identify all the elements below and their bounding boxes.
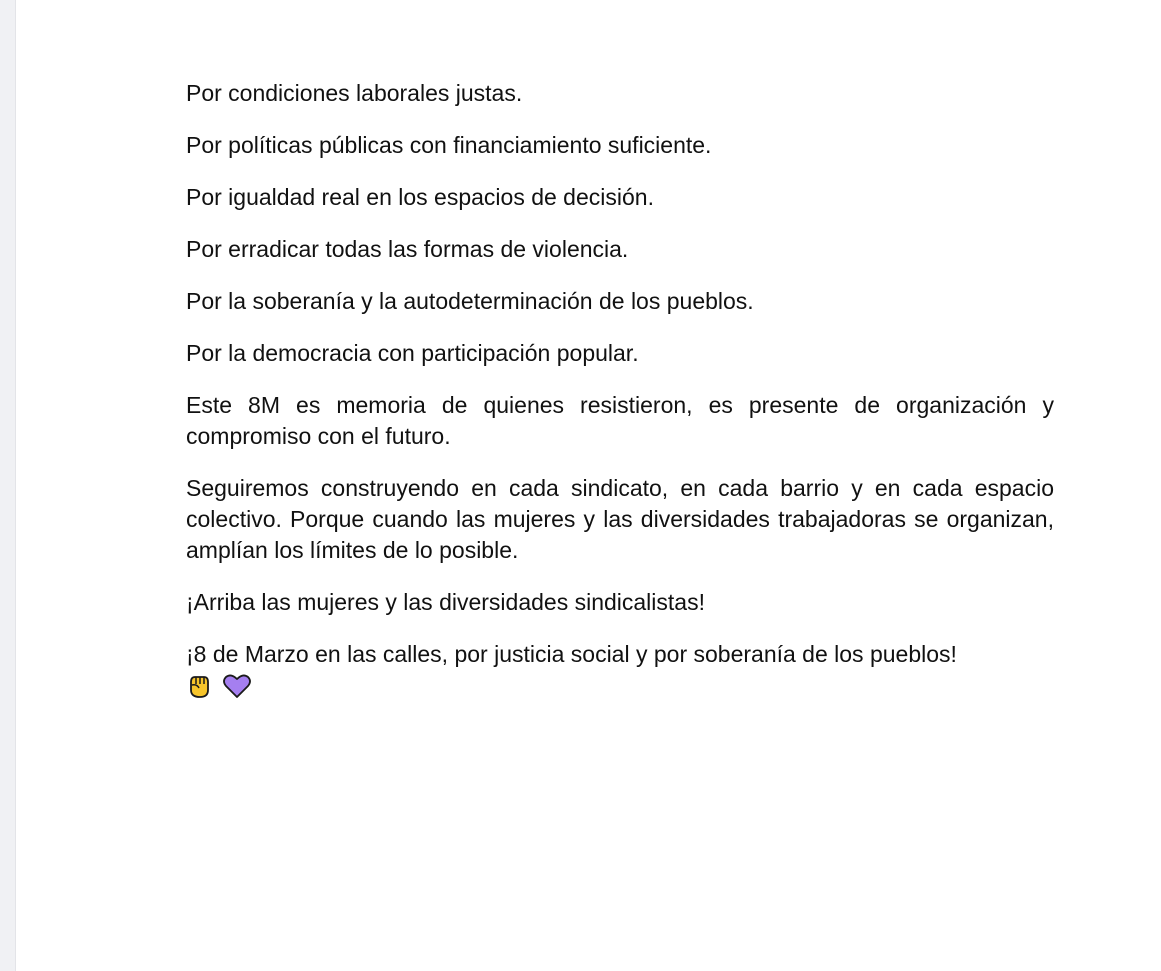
paragraph-4: Por erradicar todas las formas de violencia. [186,236,629,262]
paragraph-9: ¡Arriba las mujeres y las diversidades sindicalistas! [186,589,705,615]
paragraph-7: Este 8M es memoria de quienes resistieron, es presente de organización y compromiso con el futuro. [186,392,1054,449]
paragraph-2: Por políticas públicas con financiamiento suficiente. [186,132,712,158]
paragraph-6: Por la democracia con participación popular. [186,340,639,366]
purple-heart-icon [222,672,252,708]
left-gutter [0,0,16,971]
paragraph-10 [186,639,1054,702]
paragraph-10-text: ¡8 de Marzo en las calles, por justicia social y por soberanía de los pueblos! [186,641,957,667]
document-page [16,0,1161,971]
paragraph-5: Por la soberanía y la autodeterminación de los pueblos. [186,288,754,314]
paragraph-1: Por condiciones laborales justas. [186,80,523,106]
emoji-line [186,672,1054,702]
paragraph-3: Por igualdad real en los espacios de decisión. [186,184,654,210]
raised-fist-icon [186,672,212,708]
paragraph-8: Seguiremos construyendo en cada sindicato, en cada barrio y en cada espacio colectivo. Porque cuando las mujeres y las diversidades trabajadoras se organizan, amplían los límites de lo posible. [186,475,1054,563]
document-body [186,78,1054,702]
